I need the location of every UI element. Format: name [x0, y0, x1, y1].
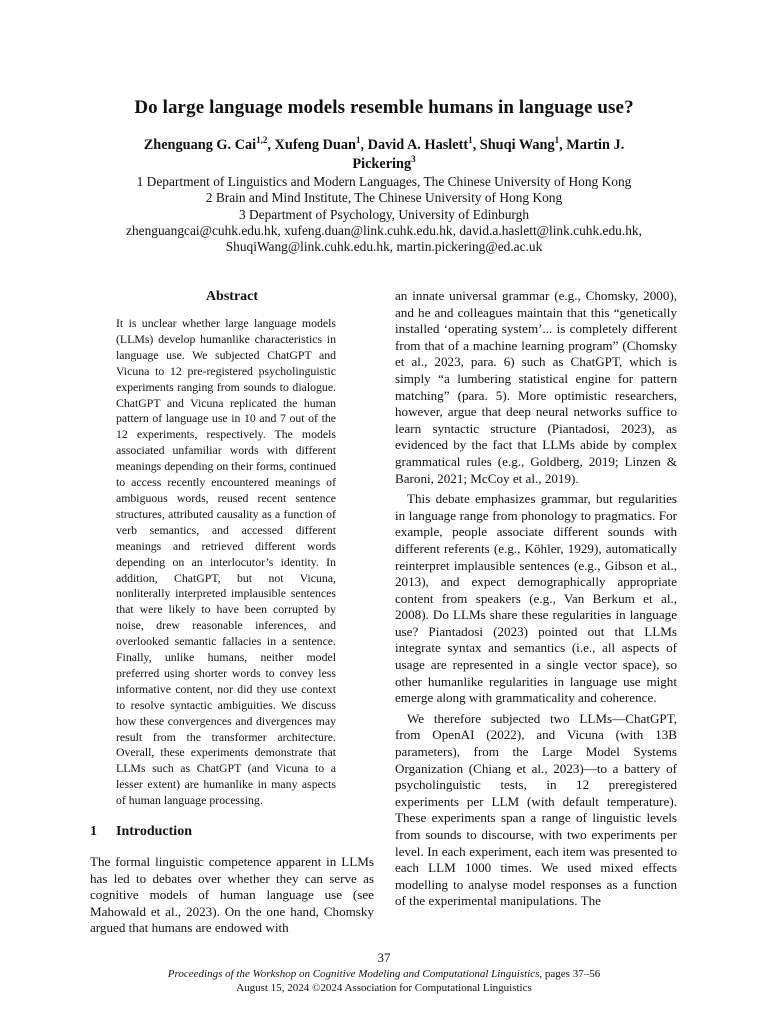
section-title: Introduction	[116, 824, 192, 840]
affiliation-1: 1 Department of Linguistics and Modern Languages, The Chinese University of Hong Kong	[136, 174, 632, 189]
author-separator: ,	[267, 137, 275, 153]
author-affiliation-mark: 1	[355, 135, 361, 146]
author-affiliation-mark: 3	[411, 154, 416, 165]
body-paragraph-1: an innate universal grammar (e.g., Chomsky, 2000), and he and colleagues maintain that this “genetically installed ‘operating system’... is completely different from that of a machine learning program” (Chomsky et al., 2023, para. 6) such as ChatGPT, which is simply “a lumbering statistical engine for pattern matching” (para. 5). More optimistic researchers, however, argue that deep neural networks suffice to learn syntactic structure (Piantadosi, 2023), as evidenced by the fact that LLMs abide by complex grammatical rules (e.g., Goldberg, 2019; Linzen & Baroni, 2021; McCoy et al., 2019).	[395, 288, 677, 486]
author-name: Shuqi Wang	[479, 137, 555, 153]
affiliation-3: 3 Department of Psychology, University of Edinburgh	[238, 206, 530, 222]
page-number: 37	[377, 950, 391, 965]
author-name: David A. Haslett	[367, 137, 469, 153]
left-column	[90, 288, 374, 937]
section-heading-introduction	[90, 822, 374, 842]
author-separator: ,	[360, 137, 368, 153]
abstract-heading: Abstract	[205, 289, 259, 304]
author-name: Xufeng Duan	[274, 137, 356, 153]
author-affiliation-mark: 1	[468, 135, 473, 146]
author-line-1	[100, 136, 668, 155]
author-line-2	[100, 155, 668, 174]
affiliation-2: 2 Brain and Mind Institute, The Chinese University of Hong Kong	[205, 190, 563, 206]
abstract-text: It is unclear whether large language models (LLMs) develop humanlike characteristics in language use. We subjected ChatGPT and Vicuna to 12 pre-registered psycholinguistic experiments ranging from sounds to dialogue. ChatGPT and Vicuna replicated the human pattern of language use in 10 and 7 out of the 12 experiments, respectively. The models associated unfamiliar words with different meanings depending on their forms, continued to access recently encountered meanings of ambiguous words, reused recent sentence structures, attributed causality as a function of verb semantics, and accessed different meanings and retrieved different words depending on an interlocutor’s identity. In addition, ChatGPT, but not Vicuna, nonliterally interpreted implausible sentences that were likely to have been corrupted by noise, drew reasonable inferences, and overlooked semantic fallacies in a sentence. Finally, unlike humans, neither model preferred using shorter words to convey less informative content, nor did they use context to resolve syntactic ambiguities. We discuss how these convergences and divergences may result from the transformer architecture. Overall, these experiments demonstrate that LLMs such as ChatGPT (and Vicuna to a lesser extent) are humanlike in many aspects of human language processing.	[116, 316, 336, 808]
right-column	[395, 288, 677, 910]
author-affiliation-mark: 1,2	[256, 135, 268, 146]
author-affiliation-mark: 1	[554, 135, 560, 146]
section-number: 1	[90, 824, 97, 840]
author-separator: ,	[472, 137, 480, 153]
proceedings-line	[0, 968, 768, 980]
author-separator: ,	[559, 137, 567, 153]
copyright-line: August 15, 2024 ©2024 Association for Computational Linguistics	[236, 982, 532, 994]
author-list	[100, 136, 668, 174]
body-paragraph-3: We therefore subjected two LLMs—ChatGPT, from OpenAI (2022), and Vicuna (with 13B parameters), from the Large Model Systems Organization (Chiang et al., 2023)—to a battery of psycholinguistic tests, in 12 preregistered experiments per LLM (with default temperature). These experiments span a range of linguistic levels from sounds to discourse, with two experiments per level. In each experiment, each item was presented to each LLM 1000 times. We used mixed effects modelling to analyse model responses as a function of the experimental manipulations. The	[395, 710, 677, 909]
author-emails-line-1: zhenguangcai@cuhk.edu.hk, xufeng.duan@link.cuhk.edu.hk, david.a.haslett@link.cuhk.edu.hk,	[126, 222, 642, 238]
affiliations	[60, 174, 708, 255]
author-name: Martin J.	[566, 137, 625, 153]
author-name: Pickering	[352, 156, 412, 172]
author-name: Zhenguang G. Cai	[143, 137, 257, 153]
author-emails-line-2: ShuqiWang@link.cuhk.edu.hk, martin.pickering@ed.ac.uk	[225, 239, 543, 255]
intro-paragraph-1: The formal linguistic competence apparent in LLMs has led to debates over whether they can serve as cognitive models of human language use (see Mahowald et al., 2023). On the one hand, Chomsky argued that humans are endowed with	[90, 854, 374, 936]
proceedings-pages: , pages 37–56	[539, 968, 601, 980]
paper-title: Do large language models resemble humans in language use?	[134, 97, 634, 118]
body-paragraph-2: This debate emphasizes grammar, but regularities in language range from phonology to pragmatics. For example, people associate different sounds with different referents (e.g., Köhler, 1929), automatically reinterpret implausible sentences (e.g., Gibson et al., 2013), and expect demographically appropriate content from speakers (e.g., Van Berkum et al., 2008). Do LLMs share these regularities in language use? Piantadosi (2023) pointed out that LLMs integrate syntax and semantics (i.e., all aspects of usage are represented in a single vector space), so other humanlike regularities in language use might emerge along with grammaticality and coherence.	[395, 491, 677, 706]
proceedings-name: Proceedings of the Workshop on Cognitive Modeling and Computational Linguistics	[167, 968, 540, 980]
